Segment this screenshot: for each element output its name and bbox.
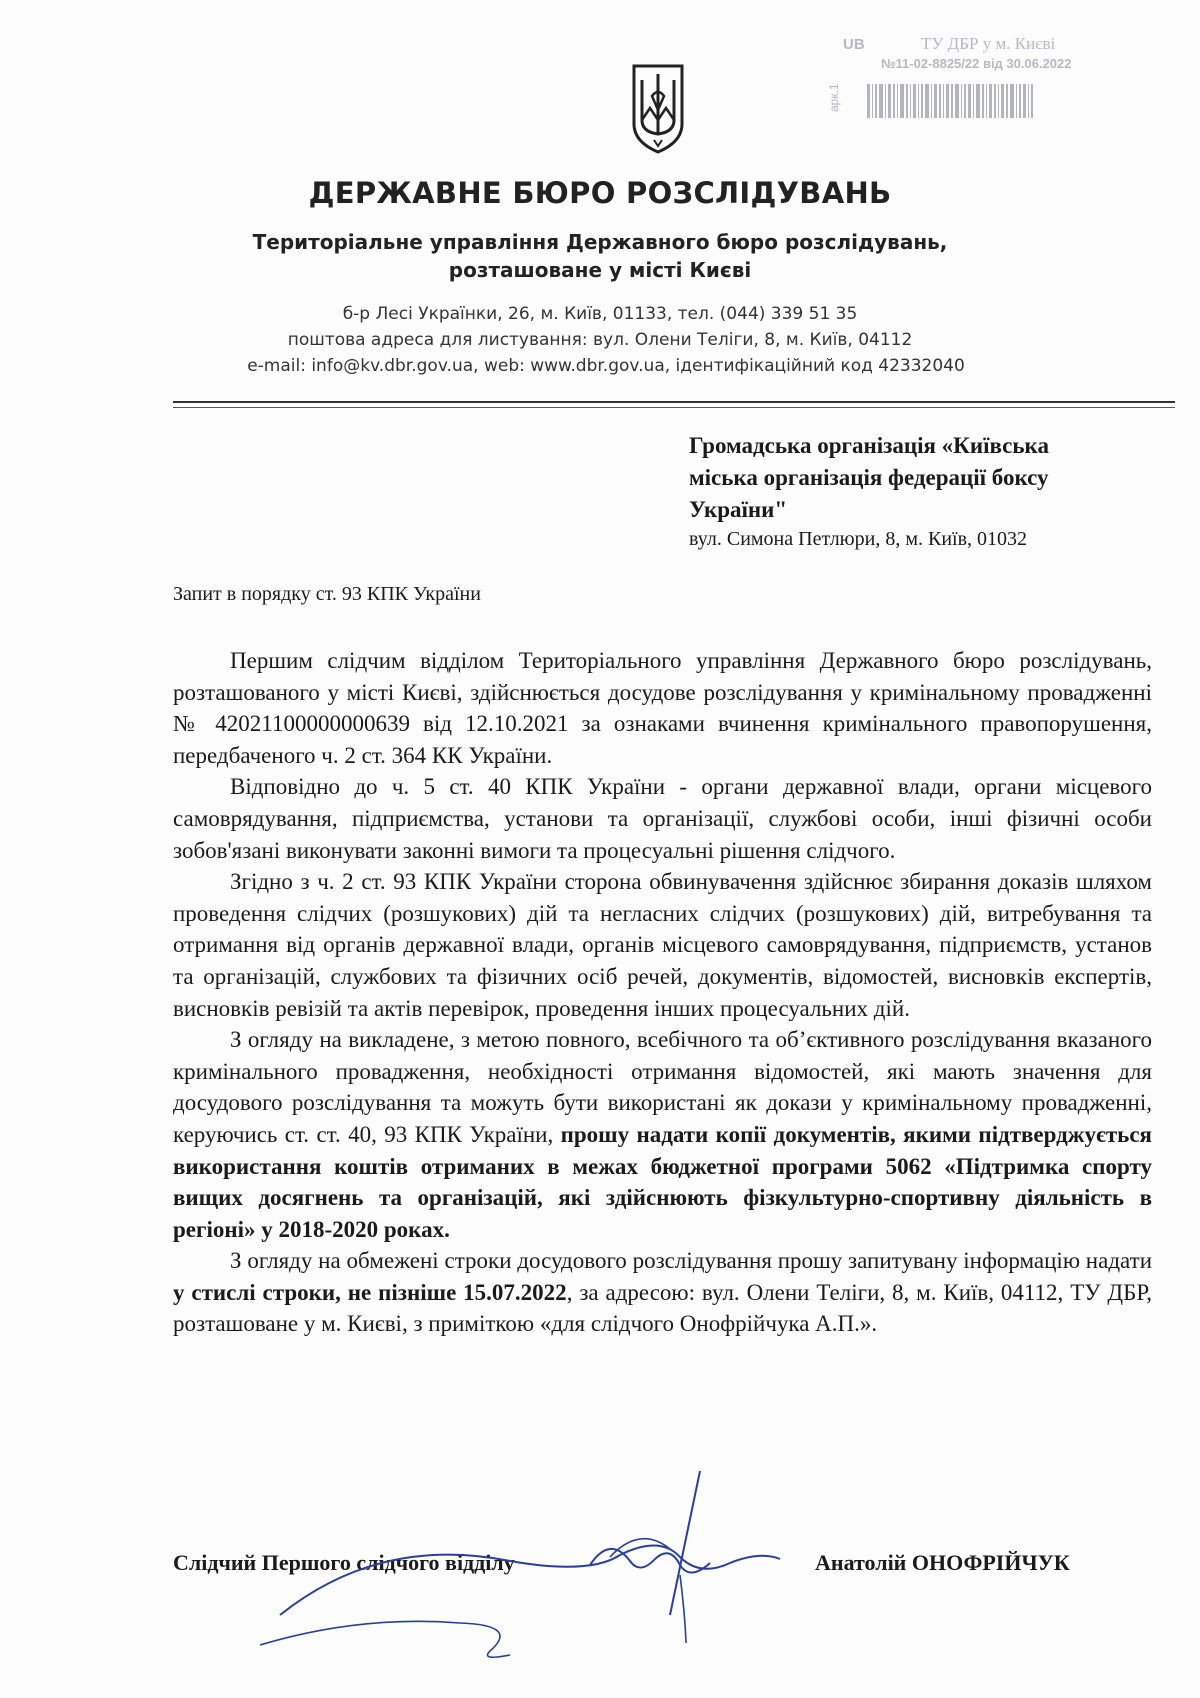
organization-subtitle-line2: розташоване у місті Києві: [448, 258, 752, 282]
organization-subtitle-line1: Територіальне управління Державного бюро розслідувань,: [252, 230, 948, 254]
recipient-name-line3: України": [689, 497, 788, 522]
paragraph-5-deadline: у стислі строки, не пізніше 15.07.2022: [173, 1279, 567, 1305]
header-divider: [173, 401, 1175, 403]
header-address-line2: поштова адреса для листування: вул. Олени Теліги, 8, м. Київ, 04112: [287, 330, 913, 350]
recipient-name-line1: Громадська організація «Київська: [689, 433, 1049, 458]
organization-title: ДЕРЖАВНЕ БЮРО РОЗСЛІДУВАНЬ: [308, 176, 892, 210]
paragraph-4-text: З огляду на викладене, з метою повного, всебічного та об’єктивного розслідування вказаного кримінального провадження, необхідності отримання відомостей, які мають значення для досудового розслідування та можуть бути використані як докази у кримінальному провадженні, керуючись ст. ст. 40, 93 КПК України,: [173, 1027, 1152, 1147]
paragraph-2: Відповідно до ч. 5 ст. 40 КПК України - органи державної влади, органи місцевого самоврядування, підприємства, установи та організації, службові особи, інші фізичні особи зобов'язані виконувати законні вимоги та процесуальні рішення слідчого.: [173, 774, 1152, 863]
paragraph-4: [173, 1024, 1152, 1245]
paragraph-3: Згідно з ч. 2 ст. 93 КПК України сторона обвинувачення здійснює збирання доказів шляхом проведення слідчих (розшукових) дій та негласних слідчих (розшукових) дій, витребування та отримання від органів державної влади, органів місцевого самоврядування, підприємств, установ та організацій, службових та фізичних осіб речей, документів, відомостей, висновків експертів, висновків ревізій та актів перевірок, проведення інших процесуальних дій.: [173, 869, 1152, 1021]
signatory-position: Слідчий Першого слідчого відділу: [173, 1550, 515, 1575]
signatory-name: Анатолій ОНОФРІЙЧУК: [815, 1550, 1070, 1575]
stamp-sheet-label: арк.1: [827, 83, 841, 112]
trident-emblem-icon: [630, 62, 686, 156]
handwritten-signature-icon: [260, 1465, 820, 1665]
paragraph-5: [173, 1245, 1152, 1340]
recipient-name: [689, 430, 1159, 526]
paragraph-1: Першим слідчим відділом Територіального управління Державного бюро розслідувань, розташованого у місті Києві, здійснюється досудове розслідування у кримінальному провадженні № 42021100000000639 від 12.10.2021 за ознаками вчинення кримінального правопорушення, передбаченого ч. 2 ст. 364 КК України.: [173, 648, 1152, 768]
registration-stamp: [827, 32, 1135, 132]
stamp-reg-number: №11-02-8825/22 від 30.06.2022: [881, 56, 1072, 71]
request-type: Запит в порядку ст. 93 КПК України: [173, 583, 481, 605]
stamp-office: ТУ ДБР у м. Києві: [921, 34, 1056, 53]
header-divider-thin: [173, 407, 1175, 408]
barcode-icon: [867, 84, 1071, 118]
header-contacts-line: e-mail: info@kv.dbr.gov.ua, web: www.dbr.gov.ua, ідентифікаційний код 42332040: [247, 356, 965, 376]
recipient-address: вул. Симона Петлюри, 8, м. Київ, 01032: [689, 528, 1028, 550]
stamp-code: UB: [843, 36, 865, 53]
recipient-name-line2: міська організація федерації боксу: [689, 465, 1049, 490]
header-address-line1: б-р Лесі Українки, 26, м. Київ, 01133, тел. (044) 339 51 35: [342, 304, 858, 324]
letter-body: [173, 645, 1152, 1340]
paragraph-5-text-end: , за адресою: вул. Олени Теліги, 8, м. Київ, 04112, ТУ ДБР, розташоване у м. Києві, з приміткою «для слідчого Онофрійчука А.П.».: [173, 1279, 1152, 1337]
paragraph-4-request: прошу надати копії документів, якими підтверджується використання коштів отриманих в межах бюджетної програми 5062 «Підтримка спорту вищих досягнень та організацій, які здійснюють фізкультурно-спортивну діяльність в регіоні» у 2018-2020 роках.: [173, 1121, 1152, 1242]
paragraph-5-text: З огляду на обмежені строки досудового розслідування прошу запитувану інформацію надати: [230, 1248, 1152, 1274]
